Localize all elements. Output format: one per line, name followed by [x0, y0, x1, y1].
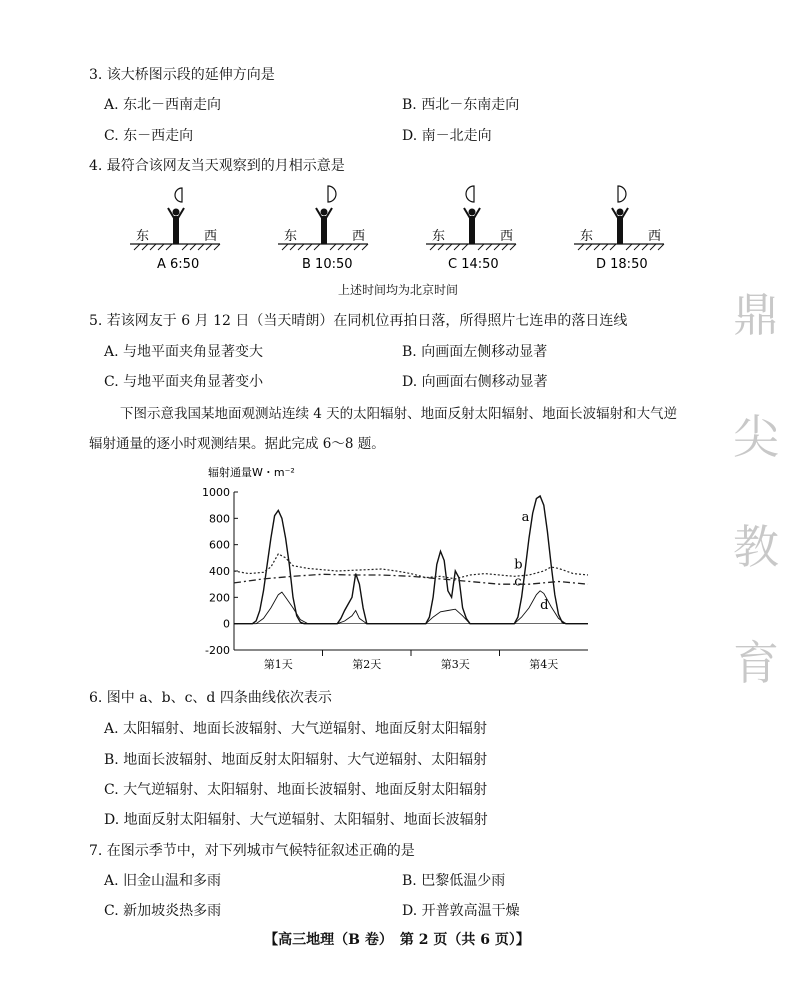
panel-time-label: D 18:50: [596, 257, 648, 272]
q5-option-b: B. 向画面左侧移动显著: [402, 344, 548, 360]
moon-phase-figure: [130, 182, 670, 274]
moon-icon: [466, 186, 474, 202]
q5-option-a: A. 与地平面夹角显著变大: [104, 344, 264, 360]
panel-time-label: B 10:50: [302, 257, 353, 272]
q6-option-c: C. 大气逆辐射、太阳辐射、地面长波辐射、地面反射太阳辐射: [104, 782, 488, 798]
y-tick-label: -200: [205, 644, 230, 657]
intro-line-2: 辐射通量的逐小时观测结果。据此完成 6～8 题。: [89, 436, 385, 452]
x-tick-label: 第3天: [440, 658, 470, 671]
q7-option-b: B. 巴黎低温少雨: [402, 873, 506, 889]
series-b-line: [234, 554, 588, 579]
q7-option-a: A. 旧金山温和多雨: [104, 873, 222, 889]
q6-option-d: D. 地面反射太阳辐射、大气逆辐射、太阳辐射、地面长波辐射: [104, 812, 488, 828]
q6-option-a: A. 太阳辐射、地面长波辐射、大气逆辐射、地面反射太阳辐射: [104, 721, 488, 737]
q4-note: 上述时间均为北京时间: [338, 283, 459, 297]
q5-option-d: D. 向画面右侧移动显著: [402, 374, 548, 390]
y-tick-label: 800: [209, 512, 230, 526]
y-tick-label: 400: [209, 565, 230, 578]
y-tick-label: 200: [209, 591, 230, 605]
x-tick-label: 第4天: [529, 658, 559, 671]
person-icon: [316, 208, 332, 244]
q6-stem: 6. 图中 a、b、c、d 四条曲线依次表示: [89, 690, 332, 706]
radiation-chart: [190, 462, 600, 678]
person-icon: [168, 208, 184, 244]
moon-panel-b: [278, 186, 368, 272]
q3-option-a: A. 东北－西南走向: [104, 97, 222, 113]
person-icon: [612, 208, 628, 244]
q6-option-b: B. 地面长波辐射、地面反射太阳辐射、大气逆辐射、太阳辐射: [104, 752, 488, 768]
q5-option-c: C. 与地平面夹角显著变小: [104, 374, 264, 390]
q3-option-b: B. 西北－东南走向: [402, 97, 520, 113]
intro-line-1: 下图示意我国某地面观测站连续 4 天的太阳辐射、地面反射太阳辐射、地面长波辐射和大气逆: [120, 406, 678, 422]
chart-y-axis-label: 辐射通量W・m⁻²: [208, 466, 295, 479]
west-label: 西: [648, 229, 662, 244]
east-label: 东: [432, 229, 446, 244]
watermark-char: 鼎: [733, 288, 779, 342]
watermark-char: 育: [733, 636, 779, 690]
watermark-char: 教: [733, 520, 779, 574]
q4-stem: 4. 最符合该网友当天观察到的月相示意是: [89, 158, 345, 174]
q3-stem: 3. 该大桥图示段的延伸方向是: [89, 67, 275, 83]
q3-option-c: C. 东－西走向: [104, 128, 194, 144]
east-label: 东: [284, 229, 298, 244]
q5-stem: 5. 若该网友于 6 月 12 日（当天晴朗）在同机位再拍日落，所得照片七连串的落日连线: [89, 313, 628, 329]
moon-panel-d: [574, 186, 664, 272]
series-d-label: d: [540, 598, 549, 614]
x-tick-label: 第2天: [352, 658, 382, 671]
moon-panel-a: [130, 188, 220, 272]
q3-option-d: D. 南－北走向: [402, 128, 492, 144]
moon-icon: [175, 188, 182, 202]
series-c-label: c: [514, 574, 522, 590]
east-label: 东: [580, 229, 594, 244]
series-c-line: [234, 574, 588, 584]
q7-option-d: D. 开普敦高温干燥: [402, 903, 520, 919]
x-tick-label: 第1天: [263, 658, 293, 671]
series-d-line: [234, 591, 588, 624]
watermark-char: 尖: [733, 410, 779, 464]
panel-time-label: C 14:50: [448, 257, 499, 272]
west-label: 西: [352, 229, 366, 244]
west-label: 西: [204, 229, 218, 244]
moon-panel-c: [426, 186, 516, 272]
q7-option-c: C. 新加坡炎热多雨: [104, 903, 222, 919]
moon-icon: [328, 186, 336, 202]
y-tick-label: 0: [223, 617, 230, 631]
y-tick-label: 1000: [202, 486, 230, 499]
person-icon: [464, 208, 480, 244]
page-footer: 【高三地理（B 卷） 第 2 页（共 6 页）】: [264, 932, 530, 948]
west-label: 西: [500, 229, 514, 244]
series-b-label: b: [514, 557, 523, 573]
y-tick-label: 600: [209, 538, 230, 552]
q7-stem: 7. 在图示季节中，对下列城市气候特征叙述正确的是: [89, 843, 415, 859]
east-label: 东: [136, 229, 150, 244]
series-a-label: a: [521, 509, 530, 525]
panel-time-label: A 6:50: [157, 257, 200, 272]
moon-icon: [618, 186, 626, 202]
